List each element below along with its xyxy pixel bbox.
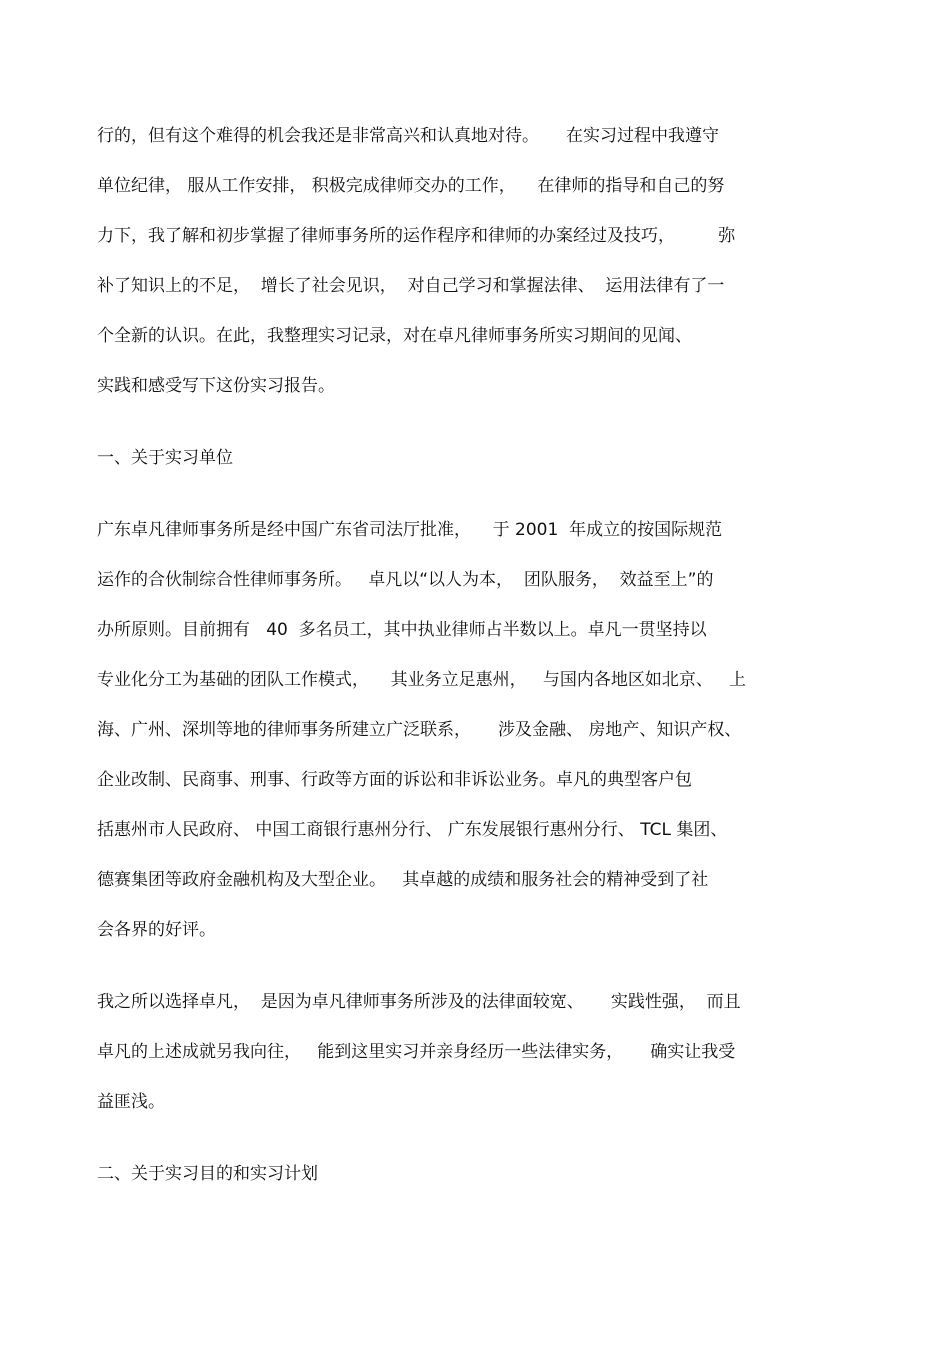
paragraph-2-line: 运作的合伙制综合性律师事务所。 卓凡以“以人为本， 团队服务， 效益至上”的 [97,570,714,590]
paragraph-3-line: 我之所以选择卓凡， 是因为卓凡律师事务所涉及的法律面较宽、 实践性强， 而且 [97,992,741,1012]
paragraph-2-line: 德赛集团等政府金融机构及大型企业。 其卓越的成绩和服务社会的精神受到了社 [97,870,709,890]
paragraph-2-line: 企业改制、民商事、刑事、行政等方面的诉讼和非诉讼业务。卓凡的典型客户包 [97,770,692,790]
paragraph-1-line: 实践和感受写下这份实习报告。 [97,376,335,396]
paragraph-1-line: 个全新的认识。在此，我整理实习记录，对在卓凡律师事务所实习期间的见闻、 [97,326,692,346]
section-heading-2: 二、关于实习目的和实习计划 [97,1164,318,1184]
paragraph-2-line: 办所原则。目前拥有 40 多名员工，其中执业律师占半数以上。卓凡一贯坚持以 [97,620,707,640]
paragraph-3-line: 卓凡的上述成就另我向往， 能到这里实习并亲身经历一些法律实务， 确实让我受 [97,1042,736,1062]
paragraph-2-line: 海、广州、深圳等地的律师事务所建立广泛联系， 涉及金融、 房地产、知识产权、 [97,720,742,740]
paragraph-2-line: 会各界的好评。 [97,920,216,940]
paragraph-1-line: 力下，我了解和初步掌握了律师事务所的运作程序和律师的办案经过及技巧， 弥 [97,226,736,246]
section-heading-1: 一、关于实习单位 [97,448,233,468]
paragraph-1-line: 补了知识上的不足， 增长了社会见识， 对自己学习和掌握法律、 运用法律有了一 [97,276,725,296]
paragraph-1-line: 行的，但有这个难得的机会我还是非常高兴和认真地对待。 在实习过程中我遵守 [97,126,720,146]
paragraph-2-line: 括惠州市人民政府、 中国工商银行惠州分行、 广东发展银行惠州分行、 TCL 集团、 [97,820,728,840]
paragraph-3-line: 益匪浅。 [97,1092,165,1112]
paragraph-2-line: 广东卓凡律师事务所是经中国广东省司法厅批准， 于 2001 年成立的按国际规范 [97,520,723,540]
paragraph-1-line: 单位纪律， 服从工作安排， 积极完成律师交办的工作， 在律师的指导和自己的努 [97,176,725,196]
paragraph-2-line: 专业化分工为基础的团队工作模式， 其业务立足惠州， 与国内各地区如北京、 上 [97,670,747,690]
